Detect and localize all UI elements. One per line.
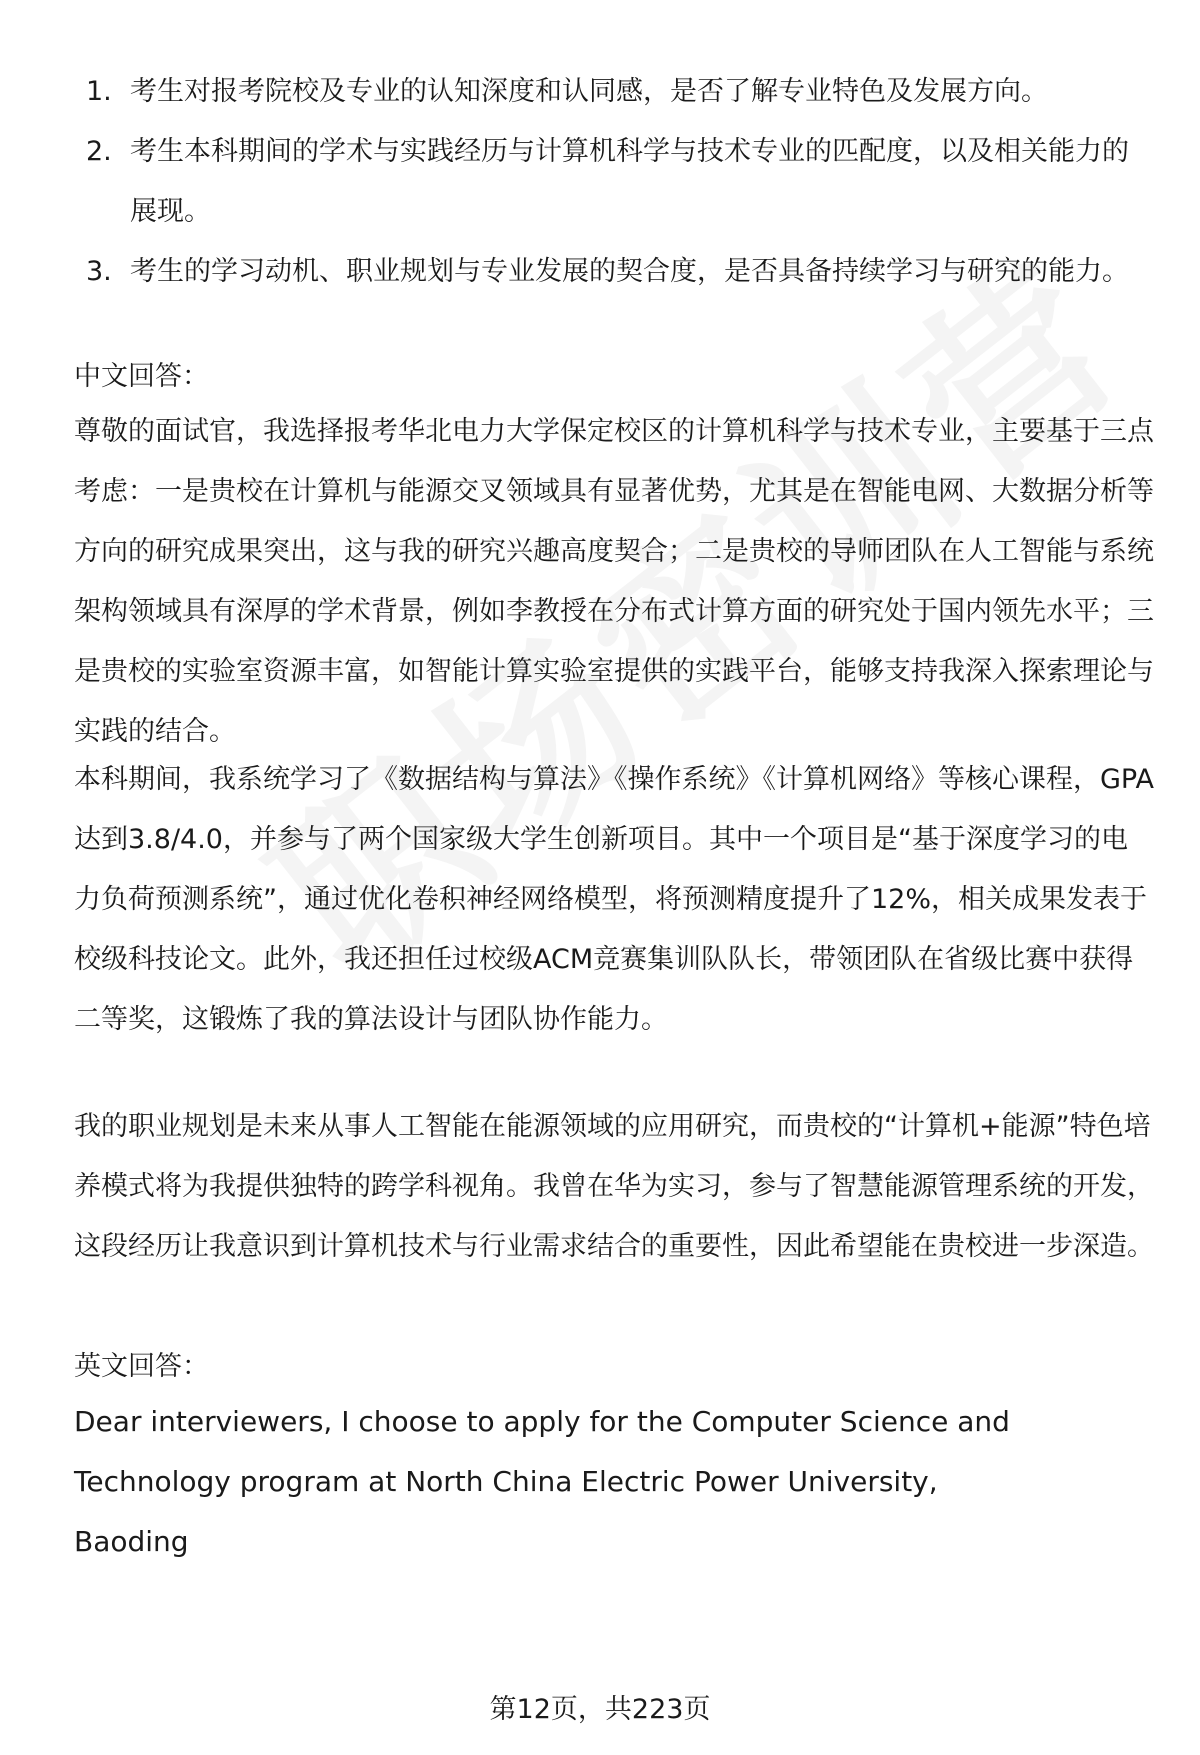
list-item: [86, 122, 1146, 242]
chinese-paragraph-2: 本科期间，我系统学习了《数据结构与算法》《操作系统》《计算机网络》等核心课程，GPA达到3.8/4.0，并参与了两个国家级大学生创新项目。其中一个项目是“基于深度学习的电力负荷预测系统”，通过优化卷积神经网络模型，将预测精度提升了12%，相关成果发表于校级科技论文。此外，我还担任过校级ACM竞赛集训队队长，带领团队在省级比赛中获得二等奖，这锻炼了我的算法设计与团队协作能力。: [74, 764, 1154, 1035]
list-item: [86, 242, 1146, 302]
english-answer-heading: 英文回答：: [74, 1351, 209, 1382]
list-item-number: 3.: [86, 256, 112, 287]
list-item-text: 考生的学习动机、职业规划与专业发展的契合度，是否具备持续学习与研究的能力。: [130, 256, 1129, 287]
english-paragraph: Dear interviewers, I choose to apply for the Computer Science and Technology program at North China Electric Power University, Baoding: [74, 1405, 1010, 1558]
chinese-paragraph-3: 我的职业规划是未来从事人工智能在能源领域的应用研究，而贵校的“计算机+能源”特色培养模式将为我提供独特的跨学科视角。我曾在华为实习，参与了智慧能源管理系统的开发，这段经历让我意识到计算机技术与行业需求结合的重要性，因此希望能在贵校进一步深造。: [74, 1111, 1154, 1262]
list-item-text: 考生对报考院校及专业的认知深度和认同感，是否了解专业特色及发展方向。: [130, 76, 1048, 107]
document-page: [74, 0, 1164, 1755]
page-number: 第12页，共223页: [489, 1694, 711, 1725]
list-item-text: 考生本科期间的学术与实践经历与计算机科学与技术专业的匹配度，以及相关能力的展现。: [130, 136, 1129, 227]
chinese-paragraph-1: 尊敬的面试官，我选择报考华北电力大学保定校区的计算机科学与技术专业，主要基于三点考虑：一是贵校在计算机与能源交叉领域具有显著优势，尤其是在智能电网、大数据分析等方向的研究成果突出，这与我的研究兴趣高度契合；二是贵校的导师团队在人工智能与系统架构领域具有深厚的学术背景，例如李教授在分布式计算方面的研究处于国内领先水平；三是贵校的实验室资源丰富，如智能计算实验室提供的实践平台，能够支持我深入探索理论与实践的结合。: [74, 416, 1154, 747]
chinese-answer-heading: 中文回答：: [74, 361, 209, 392]
list-item-number: 1.: [86, 76, 112, 107]
list-item-number: 2.: [86, 136, 112, 167]
criteria-list: [86, 62, 1146, 302]
list-item: [86, 62, 1146, 122]
